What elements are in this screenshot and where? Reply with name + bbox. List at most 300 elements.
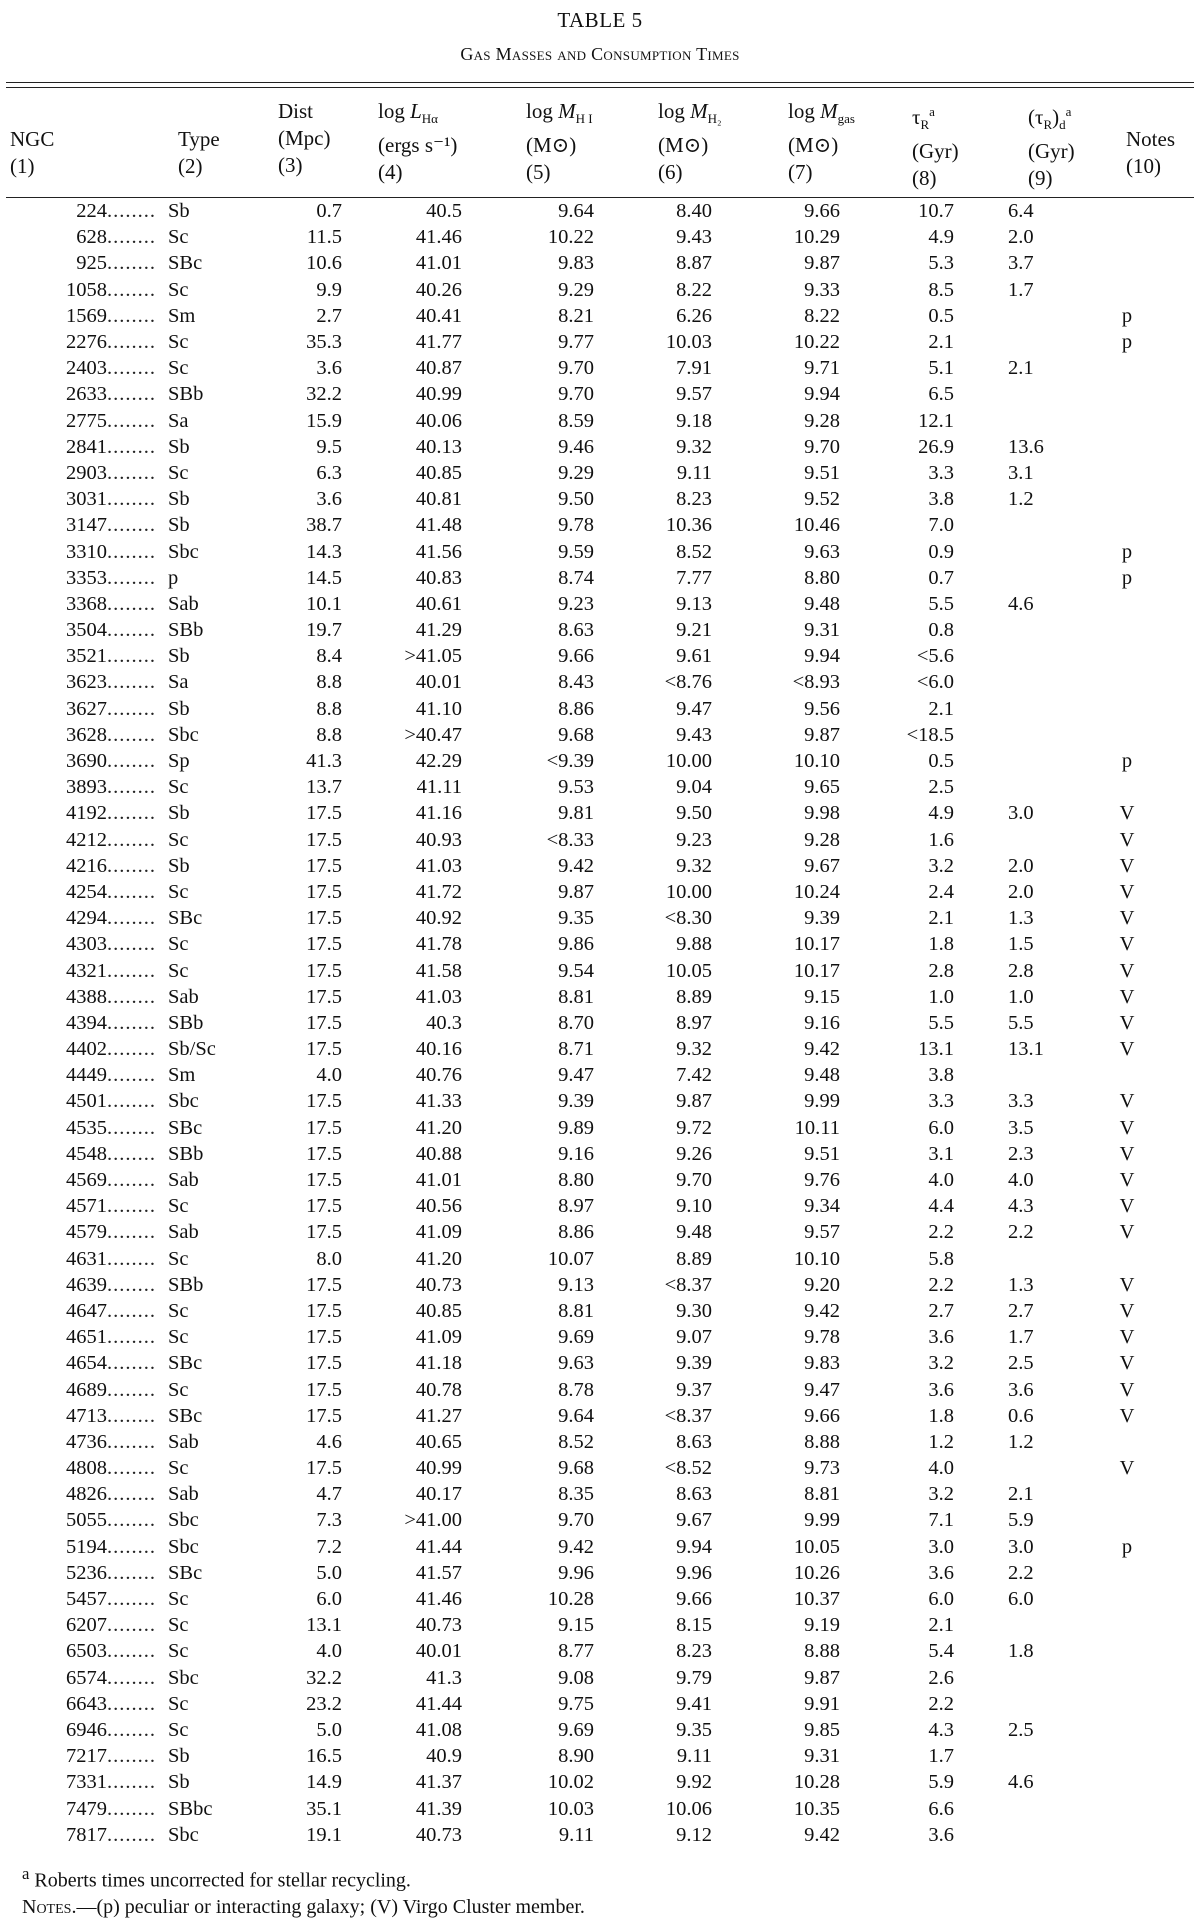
- table-row: [0, 931, 1200, 957]
- table-row: [0, 1298, 1200, 1324]
- tau-r-cell: 1.8: [928, 933, 954, 956]
- notes-cell: V: [1119, 1299, 1135, 1322]
- mhi-cell: 8.35: [558, 1483, 594, 1506]
- mgas-cell: 9.94: [804, 383, 840, 406]
- tau-rd-cell: [964, 1062, 1054, 1088]
- mh2-cell: 9.79: [676, 1666, 712, 1689]
- notes-cell: [1054, 1691, 1200, 1717]
- type-cell: SBc: [168, 252, 203, 275]
- table-row: [0, 1246, 1200, 1272]
- dist-cell: 10.1: [306, 592, 342, 615]
- tau-r-cell: 6.0: [928, 1588, 954, 1611]
- type-cell: Sc: [168, 880, 189, 903]
- mh2-cell: 9.43: [676, 226, 712, 249]
- mgas-cell: 9.66: [804, 200, 840, 223]
- dist-cell: 14.3: [306, 540, 342, 563]
- ngc-cell: 2276........: [66, 331, 156, 354]
- dist-cell: 38.7: [306, 514, 342, 537]
- tau-r-cell: 3.6: [928, 1326, 954, 1349]
- mgas-cell: 8.88: [804, 1430, 840, 1453]
- mhi-cell: <9.39: [546, 750, 594, 773]
- ngc-cell: 2903........: [66, 461, 156, 484]
- lha-cell: 40.83: [415, 566, 462, 589]
- column-header-9: [1028, 98, 1075, 192]
- mh2-cell: 8.63: [676, 1430, 712, 1453]
- mgas-cell: 9.65: [804, 776, 840, 799]
- notes-cell: [1054, 1665, 1200, 1691]
- tau-rd-cell: 1.2: [1008, 1430, 1034, 1453]
- tau-r-cell: 5.8: [928, 1247, 954, 1270]
- tau-rd-cell: 1.8: [1008, 1640, 1034, 1663]
- lha-cell: 41.78: [415, 933, 462, 956]
- table-row: [0, 591, 1200, 617]
- tau-r-cell: 2.5: [928, 776, 954, 799]
- mhi-cell: 9.54: [558, 959, 594, 982]
- table-row: [0, 1219, 1200, 1245]
- tau-rd-cell: 1.0: [1008, 985, 1034, 1008]
- mh2-cell: 7.42: [676, 1064, 712, 1087]
- mgas-cell: 9.85: [804, 1718, 840, 1741]
- tau-r-cell: 26.9: [918, 435, 954, 458]
- type-cell: Sa: [168, 409, 189, 432]
- table-caption: Gas Masses and Consumption Times: [460, 44, 740, 64]
- mgas-cell: 9.33: [804, 278, 840, 301]
- notes-cell: V: [1119, 1090, 1135, 1113]
- table-row: [0, 643, 1200, 669]
- mh2-cell: 9.94: [676, 1535, 712, 1558]
- ngc-cell: 2775........: [66, 409, 156, 432]
- mgas-cell: 9.16: [804, 1011, 840, 1034]
- mhi-cell: 8.52: [558, 1430, 594, 1453]
- mgas-cell: 9.51: [804, 1142, 840, 1165]
- ngc-cell: 3521........: [66, 645, 156, 668]
- tau-r-cell: 3.0: [928, 1535, 954, 1558]
- type-cell: SBb: [168, 383, 204, 406]
- mhi-cell: 9.11: [558, 1823, 594, 1846]
- tau-rd-cell: 1.7: [1008, 278, 1034, 301]
- column-header-line: (10): [1126, 154, 1161, 178]
- tau-r-cell: 12.1: [918, 409, 954, 432]
- mh2-cell: 9.32: [676, 1038, 712, 1061]
- ngc-cell: 4808........: [66, 1457, 156, 1480]
- ngc-cell: 4394........: [66, 1011, 156, 1034]
- notes-cell: [1054, 722, 1200, 748]
- mgas-cell: 9.56: [804, 697, 840, 720]
- column-header-line: Notes: [1126, 127, 1175, 151]
- mhi-cell: 9.75: [558, 1692, 594, 1715]
- lha-cell: 40.85: [415, 1299, 462, 1322]
- notes-cell: [1054, 774, 1200, 800]
- type-cell: SBc: [168, 1352, 203, 1375]
- mgas-cell: 8.22: [804, 304, 840, 327]
- tau-rd-cell: 6.0: [1008, 1588, 1034, 1611]
- type-cell: Sc: [168, 1692, 189, 1715]
- mhi-cell: 9.78: [558, 514, 594, 537]
- mh2-cell: 8.40: [676, 200, 712, 223]
- mhi-cell: 9.89: [558, 1116, 594, 1139]
- column-header-8: [912, 98, 959, 192]
- table-row: [0, 1167, 1200, 1193]
- mgas-cell: 10.37: [793, 1588, 840, 1611]
- type-cell: Sab: [168, 1221, 199, 1244]
- lha-cell: 41.44: [415, 1535, 462, 1558]
- ngc-cell: 7479........: [66, 1797, 156, 1820]
- notes-cell: V: [1119, 880, 1135, 903]
- dist-cell: 41.3: [306, 750, 342, 773]
- column-header-line: (3): [278, 153, 303, 177]
- dist-cell: 2.7: [316, 304, 342, 327]
- top-rule-double: [6, 87, 1194, 88]
- column-header-line: (5): [526, 160, 551, 185]
- mhi-cell: 9.46: [558, 435, 594, 458]
- mh2-cell: 8.89: [676, 985, 712, 1008]
- mhi-cell: 8.74: [558, 566, 594, 589]
- dist-cell: 4.0: [316, 1064, 342, 1087]
- tau-rd-cell: [964, 1743, 1054, 1769]
- footnote-mark: a: [22, 1864, 30, 1883]
- lha-cell: 40.13: [415, 435, 462, 458]
- dist-cell: 17.5: [306, 959, 342, 982]
- column-header-line: $\log M_{gas}$: [788, 99, 855, 127]
- dist-cell: 19.7: [306, 619, 342, 642]
- ngc-cell: 4654........: [66, 1352, 156, 1375]
- notes-cell: [1054, 1586, 1200, 1612]
- tau-r-cell: 2.2: [928, 1692, 954, 1715]
- table-row: [0, 1403, 1200, 1429]
- notes-cell: V: [1119, 1142, 1135, 1165]
- column-header-4: [378, 98, 457, 186]
- tau-r-cell: 5.5: [928, 1011, 954, 1034]
- mh2-cell: 9.26: [676, 1142, 712, 1165]
- mgas-cell: 9.19: [804, 1614, 840, 1637]
- mgas-cell: 10.26: [793, 1561, 840, 1584]
- table-row: [0, 696, 1200, 722]
- mgas-cell: 10.35: [793, 1797, 840, 1820]
- lha-cell: 41.20: [415, 1247, 462, 1270]
- mh2-cell: 9.35: [676, 1718, 712, 1741]
- mgas-cell: 10.05: [793, 1535, 840, 1558]
- type-cell: p: [168, 566, 179, 589]
- tau-rd-cell: [964, 617, 1054, 643]
- mhi-cell: 8.70: [558, 1011, 594, 1034]
- ngc-cell: 4689........: [66, 1378, 156, 1401]
- ngc-cell: 628........: [76, 226, 156, 249]
- tau-rd-cell: [964, 669, 1054, 695]
- notes-cell: V: [1119, 1352, 1135, 1375]
- lha-cell: >41.05: [404, 645, 462, 668]
- mh2-cell: 9.11: [676, 1745, 712, 1768]
- table-row: [0, 1795, 1200, 1821]
- notes-footnote: [22, 1896, 585, 1919]
- top-rule: [6, 82, 1194, 83]
- notes-cell: [1054, 250, 1200, 276]
- type-cell: Sb: [168, 1771, 190, 1794]
- lha-cell: 40.61: [415, 592, 462, 615]
- tau-r-cell: 6.6: [928, 1797, 954, 1820]
- tau-rd-cell: 2.0: [1008, 226, 1034, 249]
- tau-rd-cell: 5.5: [1008, 1011, 1034, 1034]
- table-row: [0, 355, 1200, 381]
- table-row: [0, 1350, 1200, 1376]
- tau-r-cell: 7.1: [928, 1509, 954, 1532]
- dist-cell: 4.0: [316, 1640, 342, 1663]
- tau-r-cell: 4.3: [928, 1718, 954, 1741]
- mh2-cell: 7.91: [676, 357, 712, 380]
- tau-r-cell: 5.4: [928, 1640, 954, 1663]
- tau-rd-cell: 1.7: [1008, 1326, 1034, 1349]
- lha-cell: 40.99: [415, 383, 462, 406]
- tau-r-cell: 5.3: [928, 252, 954, 275]
- dist-cell: 5.0: [316, 1718, 342, 1741]
- mhi-cell: 9.16: [558, 1142, 594, 1165]
- type-cell: Sc: [168, 1299, 189, 1322]
- table-row: [0, 1665, 1200, 1691]
- tau-r-cell: 3.3: [928, 461, 954, 484]
- notes-cell: p: [1121, 750, 1133, 773]
- tau-r-cell: 2.4: [928, 880, 954, 903]
- notes-cell: [1054, 1717, 1200, 1743]
- dist-cell: 17.5: [306, 1326, 342, 1349]
- mhi-cell: 9.77: [558, 331, 594, 354]
- notes-cell: [1054, 1612, 1200, 1638]
- table-row: [0, 1455, 1200, 1481]
- table-row: [0, 224, 1200, 250]
- mh2-cell: 8.22: [676, 278, 712, 301]
- mh2-cell: 9.88: [676, 933, 712, 956]
- notes-cell: [1054, 434, 1200, 460]
- ngc-cell: 4639........: [66, 1273, 156, 1296]
- mhi-cell: 9.50: [558, 488, 594, 511]
- notes-cell: [1054, 1822, 1200, 1848]
- mh2-cell: 9.48: [676, 1221, 712, 1244]
- dist-cell: 3.6: [316, 357, 342, 380]
- tau-rd-cell: 1.3: [1008, 1273, 1034, 1296]
- type-cell: Sbc: [168, 1535, 199, 1558]
- notes-cell: V: [1119, 802, 1135, 825]
- mhi-cell: 9.81: [558, 802, 594, 825]
- type-cell: SBb: [168, 1273, 204, 1296]
- column-header-line: (M⊙): [658, 133, 709, 158]
- dist-cell: 11.5: [306, 226, 342, 249]
- table-row: [0, 984, 1200, 1010]
- dist-cell: 7.3: [316, 1509, 342, 1532]
- lha-cell: 41.01: [415, 252, 462, 275]
- mhi-cell: 10.02: [547, 1771, 594, 1794]
- tau-rd-cell: 13.1: [1008, 1038, 1044, 1061]
- mgas-cell: 9.91: [804, 1692, 840, 1715]
- mh2-cell: 10.00: [665, 750, 712, 773]
- lha-cell: 40.16: [415, 1038, 462, 1061]
- lha-cell: 40.76: [415, 1064, 462, 1087]
- lha-cell: 41.16: [415, 802, 462, 825]
- ngc-cell: 4388........: [66, 985, 156, 1008]
- tau-rd-cell: 1.2: [1008, 488, 1034, 511]
- tau-r-cell: <6.0: [916, 671, 954, 694]
- mh2-cell: 9.50: [676, 802, 712, 825]
- mh2-cell: 9.32: [676, 854, 712, 877]
- tau-r-cell: 3.2: [928, 854, 954, 877]
- type-cell: Sab: [168, 1483, 199, 1506]
- type-cell: Sa: [168, 671, 189, 694]
- tau-rd-cell: [964, 774, 1054, 800]
- type-cell: Sb: [168, 435, 190, 458]
- table-row: [0, 1769, 1200, 1795]
- mhi-cell: 9.42: [558, 854, 594, 877]
- dist-cell: 0.7: [316, 200, 342, 223]
- mhi-cell: 9.13: [558, 1273, 594, 1296]
- ngc-cell: 4192........: [66, 802, 156, 825]
- lha-cell: 40.01: [415, 671, 462, 694]
- ngc-cell: 6503........: [66, 1640, 156, 1663]
- table-row: [0, 1638, 1200, 1664]
- mh2-cell: 9.23: [676, 828, 712, 851]
- dist-cell: 17.5: [306, 1090, 342, 1113]
- tau-r-cell: 4.0: [928, 1457, 954, 1480]
- mh2-cell: <8.30: [664, 907, 712, 930]
- type-cell: Sb: [168, 645, 190, 668]
- type-cell: Sc: [168, 1195, 189, 1218]
- ngc-cell: 925........: [76, 252, 156, 275]
- notes-cell: p: [1121, 540, 1133, 563]
- dist-cell: 4.6: [316, 1430, 342, 1453]
- mh2-cell: 6.26: [676, 304, 712, 327]
- tau-rd-cell: 4.3: [1008, 1195, 1034, 1218]
- ngc-cell: 4294........: [66, 907, 156, 930]
- lha-cell: >40.47: [404, 723, 462, 746]
- mh2-cell: 10.00: [665, 880, 712, 903]
- tau-r-cell: 1.8: [928, 1404, 954, 1427]
- mgas-cell: 9.70: [804, 435, 840, 458]
- mgas-cell: 9.73: [804, 1457, 840, 1480]
- mh2-cell: 9.18: [676, 409, 712, 432]
- notes-cell: [1054, 198, 1200, 224]
- notes-cell: V: [1119, 1116, 1135, 1139]
- lha-cell: 41.46: [415, 226, 462, 249]
- column-header-3: [278, 98, 330, 179]
- lha-cell: 40.73: [415, 1614, 462, 1637]
- table-row: [0, 486, 1200, 512]
- mhi-cell: 9.70: [558, 357, 594, 380]
- table-row: [0, 1376, 1200, 1402]
- ngc-cell: 6207........: [66, 1614, 156, 1637]
- table-row: [0, 669, 1200, 695]
- mhi-cell: 8.81: [558, 985, 594, 1008]
- tau-r-cell: 3.8: [928, 1064, 954, 1087]
- lha-cell: 41.03: [415, 854, 462, 877]
- mh2-cell: 9.10: [676, 1195, 712, 1218]
- lha-cell: 40.87: [415, 357, 462, 380]
- mhi-cell: 9.15: [558, 1614, 594, 1637]
- tau-rd-cell: [964, 538, 1054, 564]
- type-cell: Sc: [168, 461, 189, 484]
- ngc-cell: 224........: [76, 200, 156, 223]
- mgas-cell: 10.17: [793, 933, 840, 956]
- dist-cell: 14.5: [306, 566, 342, 589]
- table-row: [0, 1010, 1200, 1036]
- ngc-cell: 3368........: [66, 592, 156, 615]
- mh2-cell: 9.11: [676, 461, 712, 484]
- ngc-cell: 6574........: [66, 1666, 156, 1689]
- mhi-cell: 9.42: [558, 1535, 594, 1558]
- mh2-cell: 9.96: [676, 1561, 712, 1584]
- tau-r-cell: 2.8: [928, 959, 954, 982]
- dist-cell: 8.0: [316, 1247, 342, 1270]
- type-cell: Sc: [168, 1640, 189, 1663]
- lha-cell: 41.09: [415, 1326, 462, 1349]
- tau-rd-cell: 2.2: [1008, 1561, 1034, 1584]
- tau-rd-cell: 3.1: [1008, 461, 1034, 484]
- tau-r-cell: 2.2: [928, 1221, 954, 1244]
- column-header-line: (Mpc): [278, 126, 331, 150]
- lha-cell: 40.92: [415, 907, 462, 930]
- ngc-cell: 6643........: [66, 1692, 156, 1715]
- lha-cell: >41.00: [404, 1509, 462, 1532]
- mhi-cell: 8.21: [558, 304, 594, 327]
- ngc-cell: 5194........: [66, 1535, 156, 1558]
- mhi-cell: 9.70: [558, 1509, 594, 1532]
- ngc-cell: 3353........: [66, 566, 156, 589]
- column-header-line: (6): [658, 160, 683, 185]
- mhi-cell: 8.59: [558, 409, 594, 432]
- type-cell: Sab: [168, 985, 199, 1008]
- ngc-cell: 4826........: [66, 1483, 156, 1506]
- tau-rd-cell: [964, 565, 1054, 591]
- notes-cell: [1054, 1429, 1200, 1455]
- footnote-a: [22, 1864, 411, 1893]
- column-header-line: (M⊙): [526, 133, 577, 158]
- column-header-7: [788, 98, 855, 186]
- tau-rd-cell: 2.3: [1008, 1142, 1034, 1165]
- mhi-cell: 9.66: [558, 645, 594, 668]
- notes-cell: p: [1121, 304, 1133, 327]
- tau-r-cell: 0.7: [928, 566, 954, 589]
- tau-rd-cell: [964, 408, 1054, 434]
- mhi-cell: 8.77: [558, 1640, 594, 1663]
- mh2-cell: 8.15: [676, 1614, 712, 1637]
- type-cell: Sc: [168, 1326, 189, 1349]
- mh2-cell: 10.03: [665, 331, 712, 354]
- notes-cell: V: [1119, 1378, 1135, 1401]
- ngc-cell: 4449........: [66, 1064, 156, 1087]
- lha-cell: 41.39: [415, 1797, 462, 1820]
- mgas-cell: 10.29: [793, 226, 840, 249]
- mgas-cell: 9.42: [804, 1823, 840, 1846]
- tau-rd-cell: 5.9: [1008, 1509, 1034, 1532]
- tau-rd-cell: 2.8: [1008, 959, 1034, 982]
- notes-cell: [1054, 1507, 1200, 1533]
- mh2-cell: 7.77: [676, 566, 712, 589]
- lha-cell: 40.01: [415, 1640, 462, 1663]
- tau-r-cell: 8.5: [928, 278, 954, 301]
- notes-cell: [1054, 381, 1200, 407]
- tau-rd-cell: [964, 643, 1054, 669]
- lha-cell: 41.10: [415, 697, 462, 720]
- notes-cell: [1054, 460, 1200, 486]
- dist-cell: 13.7: [306, 776, 342, 799]
- dist-cell: 10.6: [306, 252, 342, 275]
- ngc-cell: 5236........: [66, 1561, 156, 1584]
- ngc-cell: 4647........: [66, 1299, 156, 1322]
- tau-r-cell: 3.8: [928, 488, 954, 511]
- mgas-cell: 8.88: [804, 1640, 840, 1663]
- mh2-cell: 9.47: [676, 697, 712, 720]
- mhi-cell: 8.63: [558, 619, 594, 642]
- mgas-cell: 9.63: [804, 540, 840, 563]
- mhi-cell: 9.83: [558, 252, 594, 275]
- lha-cell: 40.88: [415, 1142, 462, 1165]
- ngc-cell: 4736........: [66, 1430, 156, 1453]
- type-cell: Sb: [168, 488, 190, 511]
